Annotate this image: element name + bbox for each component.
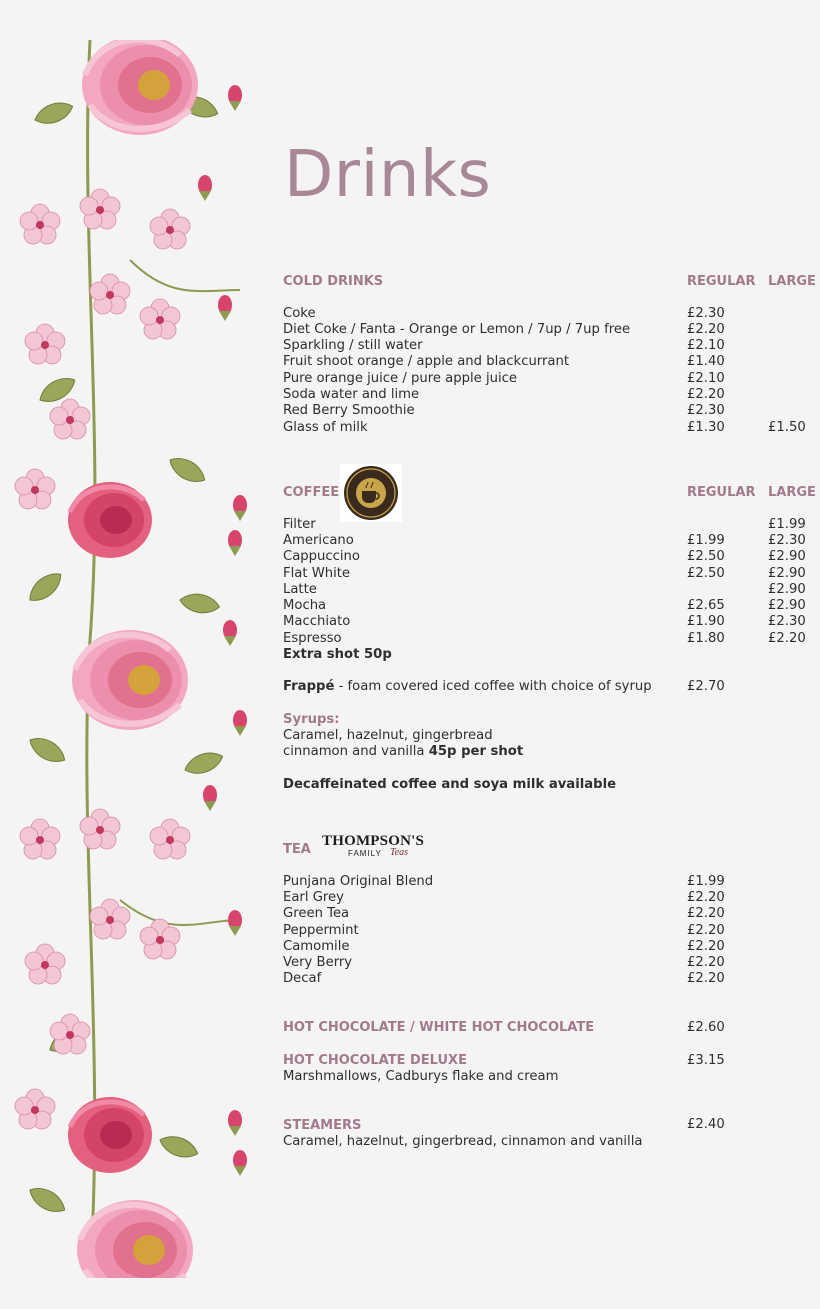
menu-item: Americano £1.99 £2.30 [283,533,806,548]
frappe-name: Frappé [283,679,335,694]
menu-item: Peppermint £2.20 [283,923,725,938]
syrups-heading: Syrups: [283,712,340,727]
frappe-price: £2.70 [687,679,725,694]
menu-item: Very Berry £2.20 [283,955,725,970]
menu-item: Sparkling / still water £2.10 [283,338,725,353]
cold-drinks-heading: COLD DRINKS [283,274,384,289]
menu-item: Filter £1.99 [283,517,806,532]
coffee-regular-col-header: REGULAR [687,485,756,500]
coffee-heading: COFFEE [283,485,340,500]
menu-item: Soda water and lime £2.20 [283,387,725,402]
menu-item: Decaf £2.20 [283,971,725,986]
steamers-price: £2.40 [687,1117,725,1132]
hot-chocolate-deluxe-price: £3.15 [687,1053,725,1068]
steamers-heading: STEAMERS [283,1118,362,1133]
extra-shot-note: Extra shot 50p [283,647,392,662]
syrups-line-2: cinnamon and vanilla 45p per shot [283,744,524,759]
frappe-description: - foam covered iced coffee with choice of syrup [334,679,652,694]
frappe-line [283,679,652,695]
floral-border-svg [10,40,255,1278]
cold-large-col-header: LARGE [768,274,816,289]
tea-heading: TEA [283,842,311,857]
menu-item: Espresso £1.80 £2.20 [283,631,806,646]
menu-item: Flat White £2.50 £2.90 [283,566,806,581]
menu-item: Glass of milk £1.30 £1.50 [283,420,806,435]
menu-item: Macchiato £1.90 £2.30 [283,614,806,629]
menu-item: Fruit shoot orange / apple and blackcurrant £1.40 [283,354,725,369]
menu-item: Green Tea £2.20 [283,906,725,921]
menu-item: Diet Coke / Fanta - Orange or Lemon / 7up / 7up free £2.20 [283,322,725,337]
menu-item: Cappuccino £2.50 £2.90 [283,549,806,564]
hot-chocolate-price: £2.60 [687,1020,725,1035]
tea-brand-logo: THOMPSON'S FAMILY Teas [322,833,425,858]
hot-chocolate-heading: HOT CHOCOLATE / WHITE HOT CHOCOLATE [283,1020,595,1035]
menu-item: Red Berry Smoothie £2.30 [283,403,725,418]
coffee-brand-logo [340,464,402,522]
cold-regular-col-header: REGULAR [687,274,756,289]
syrups-price: 45p per shot [428,744,524,759]
coffee-large-col-header: LARGE [768,485,816,500]
menu-item: Mocha £2.65 £2.90 [283,598,806,613]
hot-chocolate-deluxe-heading: HOT CHOCOLATE DELUXE [283,1053,467,1068]
menu-item: Pure orange juice / pure apple juice £2.10 [283,371,725,386]
menu-item: Punjana Original Blend £1.99 [283,874,725,889]
menu-item: Earl Grey £2.20 [283,890,725,905]
decaf-note: Decaffeinated coffee and soya milk available [283,777,617,792]
hot-chocolate-deluxe-description: Marshmallows, Cadburys flake and cream [283,1069,559,1084]
page-title: Drinks [284,138,492,212]
menu-item: Latte £2.90 [283,582,806,597]
steamers-description: Caramel, hazelnut, gingerbread, cinnamon and vanilla [283,1134,643,1149]
menu-item: Coke £2.30 [283,306,725,321]
syrups-line-1: Caramel, hazelnut, gingerbread [283,728,493,743]
floral-border-illustration [10,40,255,1278]
menu-item: Camomile £2.20 [283,939,725,954]
